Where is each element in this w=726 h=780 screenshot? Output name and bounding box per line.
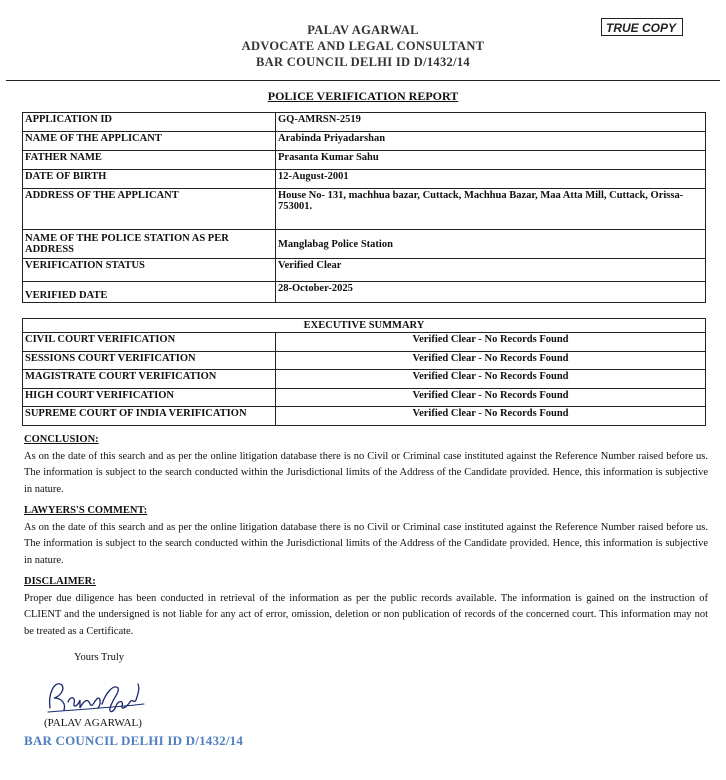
closing-salutation: Yours Truly xyxy=(74,652,125,663)
detail-label: NAME OF THE APPLICANT xyxy=(23,132,276,151)
conclusion-text: As on the date of this search and as per the online litigation database there is no Civil or Criminal case instituted against the Reference Number raised before us. The information is subject to the search conducted within the Jurisdictional limits of the Address of the Candidate provided. Hence, this information is subjective in nature. xyxy=(24,450,708,495)
table-row xyxy=(23,259,706,282)
detail-value: Manglabag Police Station xyxy=(276,230,706,259)
disclaimer-section xyxy=(24,574,708,640)
table-row xyxy=(23,282,706,303)
summary-value: Verified Clear - No Records Found xyxy=(276,407,706,426)
applicant-details-table xyxy=(22,112,706,303)
signature-icon xyxy=(40,674,150,718)
detail-label: ADDRESS OF THE APPLICANT xyxy=(23,189,276,230)
detail-value: House No- 131, machhua bazar, Cuttack, Machhua Bazar, Maa Atta Mill, Cuttack, Orissa-753001. xyxy=(276,189,706,230)
summary-label: MAGISTRATE COURT VERIFICATION xyxy=(23,370,276,389)
table-row xyxy=(23,407,706,426)
summary-label: HIGH COURT VERIFICATION xyxy=(23,388,276,407)
detail-label: VERIFICATION STATUS xyxy=(23,259,276,282)
table-row xyxy=(23,230,706,259)
summary-label: SESSIONS COURT VERIFICATION xyxy=(23,351,276,370)
detail-label: DATE OF BIRTH xyxy=(23,170,276,189)
table-row xyxy=(23,170,706,189)
detail-value: Verified Clear xyxy=(276,259,706,282)
detail-label: APPLICATION ID xyxy=(23,113,276,132)
lawyers-comment-section xyxy=(24,503,708,569)
table-row xyxy=(23,113,706,132)
summary-value: Verified Clear - No Records Found xyxy=(276,333,706,352)
lawyers-comment-heading: LAWYERS'S COMMENT: xyxy=(24,505,148,516)
conclusion-heading: CONCLUSION: xyxy=(24,434,99,445)
advocate-council-id: BAR COUNCIL DELHI ID D/1432/14 xyxy=(256,55,470,69)
report-title: POLICE VERIFICATION REPORT xyxy=(267,89,459,103)
advocate-name: PALAV AGARWAL xyxy=(307,23,419,37)
table-row xyxy=(23,333,706,352)
header-divider xyxy=(6,80,720,81)
detail-value: Prasanta Kumar Sahu xyxy=(276,151,706,170)
table-row xyxy=(23,319,706,333)
detail-value: GQ-AMRSN-2519 xyxy=(276,113,706,132)
detail-value: 28-October-2025 xyxy=(276,282,706,303)
table-row xyxy=(23,151,706,170)
table-row xyxy=(23,388,706,407)
advocate-profession: ADVOCATE AND LEGAL CONSULTANT xyxy=(241,39,485,53)
disclaimer-text: Proper due diligence has been conducted in retrieval of the information as per the public records available. The information is gained on the instruction of CLIENT and the undersigned is not liable for any act of error, omission, deletion or non publication of records of the concerned court. This information may not be treated as a Certificate. xyxy=(24,592,708,637)
table-row xyxy=(23,370,706,389)
signer-name: (PALAV AGARWAL) xyxy=(44,717,142,729)
summary-value: Verified Clear - No Records Found xyxy=(276,388,706,407)
summary-value: Verified Clear - No Records Found xyxy=(276,370,706,389)
table-row xyxy=(23,132,706,151)
table-row xyxy=(23,189,706,230)
table-row xyxy=(23,351,706,370)
executive-summary-table xyxy=(22,318,706,426)
disclaimer-heading: DISCLAIMER: xyxy=(24,576,96,587)
conclusion-section xyxy=(24,432,708,498)
executive-summary-heading: EXECUTIVE SUMMARY xyxy=(23,319,706,333)
detail-value: Arabinda Priyadarshan xyxy=(276,132,706,151)
true-copy-stamp: TRUE COPY xyxy=(601,18,683,36)
summary-label: CIVIL COURT VERIFICATION xyxy=(23,333,276,352)
detail-value: 12-August-2001 xyxy=(276,170,706,189)
detail-label: VERIFIED DATE xyxy=(23,282,276,303)
signer-council-id: BAR COUNCIL DELHI ID D/1432/14 xyxy=(24,733,244,748)
detail-label: FATHER NAME xyxy=(23,151,276,170)
summary-value: Verified Clear - No Records Found xyxy=(276,351,706,370)
detail-label: NAME OF THE POLICE STATION AS PER ADDRESS xyxy=(23,230,276,259)
lawyers-comment-text: As on the date of this search and as per the online litigation database there is no Civil or Criminal case instituted against the Reference Number raised before us. The information is subject to the search conducted within the Jurisdictional limits of the Address of the Candidate provided. Hence, this information is subjective in nature. xyxy=(24,521,708,566)
summary-label: SUPREME COURT OF INDIA VERIFICATION xyxy=(23,407,276,426)
